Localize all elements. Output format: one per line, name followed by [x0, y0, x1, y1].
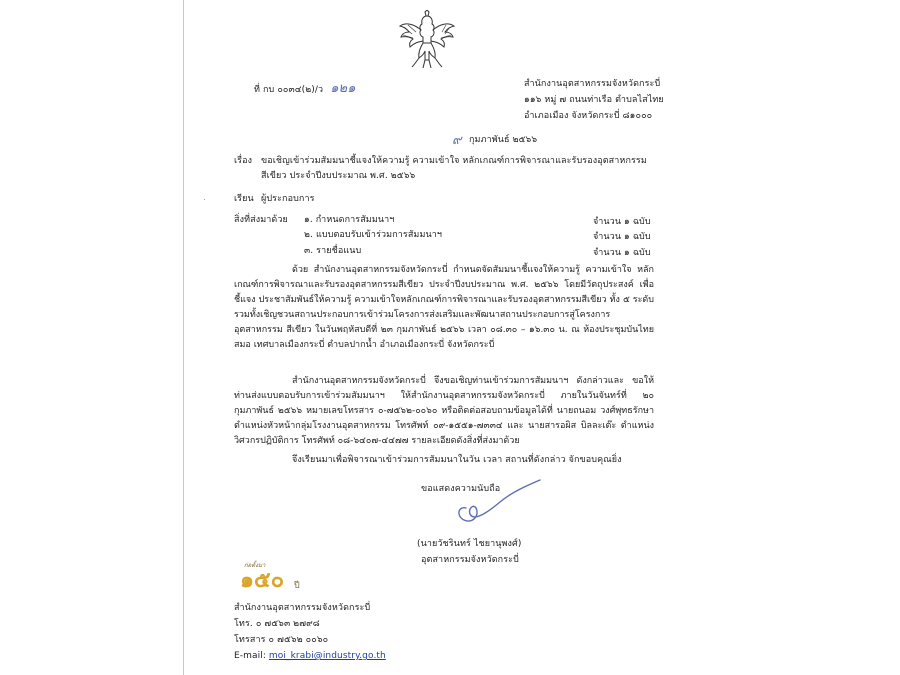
anniversary-number: ๑๕๐: [240, 567, 285, 593]
signer-name: (นายวัชรินทร์ ไชยานุพงศ์): [417, 539, 522, 549]
subject-line: สีเขียว ประจำปีงบประมาณ พ.ศ. ๒๕๖๖: [261, 171, 416, 181]
signature-icon: [446, 478, 546, 526]
salutation: ผู้ประกอบการ: [261, 194, 315, 204]
body-paragraph-1-text: ด้วย สำนักงานอุตสาหกรรมจังหวัดกระบี่ กำหนดจัดสัมมนาชี้แจงให้ความรู้ ความเข้าใจ หลักเกณฑ์การพิจารณาและรับรองอุตสาหกรรมสีเขียว ประจำปีงบประมาณ พ.ศ. ๒๕๖๖ โดยมีวัตถุประสงค์ เพื่อชี้แจง ประชาสัมพันธ์ให้ความรู้ ความเข้าใจหลักเกณฑ์การพิจารณาและรับรองอุตสาหกรรมสีเขียว ทั้ง ๕ ระดับ รวมทั้งเชิญชวนสถานประกอบการเข้าร่วมโครงการส่งเสริมและพัฒนาสถานประกอบการสู่โครงการอุตสาหกรรม สีเขียว ในวันพฤหัสบดีที่ ๒๓ กุมภาพันธ์ ๒๕๖๖ เวลา ๐๘.๓๐ – ๑๖.๓๐ น. ณ ห้องประชุมบันไทยสมอ เทศบาลเมืองกระบี่ ตำบลปากน้ำ อำเภอเมืองกระบี่ จังหวัดกระบี่: [234, 265, 654, 350]
footer-email: [234, 650, 386, 662]
anniversary-top: ก่อตั้งมา: [244, 562, 266, 569]
anniversary-unit: ปี: [294, 581, 300, 591]
reference-number-printed: ที่ กบ ๐๐๓๔(๒)/ว: [254, 85, 324, 95]
footer-fax: โทรสาร ๐ ๗๕๖๒ ๐๐๖๐: [234, 635, 329, 645]
enclosure-qty: จำนวน ๑ ฉบับ: [593, 248, 651, 258]
footer-tel: โทร. ๐ ๗๕๖๓ ๒๗๙๘: [234, 619, 320, 629]
signer-title: อุตสาหกรรมจังหวัดกระบี่: [421, 555, 519, 565]
sender-line: ๑๑๖ หมู่ ๗ ถนนท่าเรือ ตำบลไสไทย: [524, 95, 664, 105]
enclosure-item: ๑. กำหนดการสัมมนาฯ: [304, 215, 395, 225]
body-paragraph-2-text: สำนักงานอุตสาหกรรมจังหวัดกระบี่ จึงขอเชิญท่านเข้าร่วมการสัมมนาฯ ดังกล่าวและ ขอให้ท่านส่งแบบตอบรับการเข้าร่วมสัมมนาฯ ให้สำนักงานอุตสาหกรรมจังหวัดกระบี่ ภายในวันจันทร์ที่ ๒๐ กุมภาพันธ์ ๒๕๖๖ หมายเลขโทรสาร ๐-๗๕๖๒-๐๐๖๐ หรือติดต่อสอบถามข้อมูลได้ที่ นายถนอม วงศ์พุทธรักษา ตำแหน่งหัวหน้ากลุ่มโรงงานอุตสาหกรรม โทรศัพท์ ๐๙-๑๕๕๑-๗๓๓๔ และ นายสารอผิส บิลละเต๊ะ ตำแหน่งวิศวกรปฏิบัติการ โทรศัพท์ ๐๘-๖๔๐๗-๔๔๗๗ รายละเอียดดังสิ่งที่ส่งมาด้วย: [234, 376, 654, 446]
date-day-handwritten: ๙: [452, 133, 462, 148]
footer-email-link[interactable]: moi_krabi@industry.go.th: [268, 651, 386, 661]
enclosure-item: ๓. รายชื่อแนบ: [304, 246, 362, 256]
subject-line: ขอเชิญเข้าร่วมสัมมนาชี้แจงให้ความรู้ ความเข้าใจ หลักเกณฑ์การพิจารณาและรับรองอุตสาหกรรม: [261, 156, 647, 166]
footer-office: สำนักงานอุตสาหกรรมจังหวัดกระบี่: [234, 603, 371, 613]
garuda-emblem-icon: [398, 10, 456, 70]
reference-number-handwritten: ๑๒๑: [330, 81, 356, 96]
official-letter: [184, 0, 900, 675]
enclosure-qty: จำนวน ๑ ฉบับ: [593, 232, 651, 242]
anniversary-logo: [236, 560, 316, 596]
enclosure-label: สิ่งที่ส่งมาด้วย: [234, 215, 288, 225]
date-month-year: กุมภาพันธ์ ๒๕๖๖: [469, 135, 538, 145]
footer-email-label: E-mail:: [234, 651, 266, 661]
sender-line: อำเภอเมือง จังหวัดกระบี่ ๘๑๐๐๐: [524, 111, 653, 121]
body-paragraph-2: [234, 374, 654, 449]
salutation-label: เรียน: [234, 194, 254, 204]
enclosure-item: ๒. แบบตอบรับเข้าร่วมการสัมมนาฯ: [304, 230, 443, 240]
enclosure-qty: จำนวน ๑ ฉบับ: [593, 217, 651, 227]
sender-line: สำนักงานอุตสาหกรรมจังหวัดกระบี่: [524, 79, 661, 89]
closing-line: จึงเรียนมาเพื่อพิจารณาเข้าร่วมการสัมมนาในวัน เวลา สถานที่ดังกล่าว จักขอบคุณยิ่ง: [292, 455, 622, 465]
page-margin-left: [0, 0, 184, 675]
reference-number: [254, 83, 356, 96]
subject-label: เรื่อง: [234, 156, 253, 166]
body-paragraph-1: [234, 263, 654, 353]
regards: ขอแสดงความนับถือ: [421, 484, 501, 494]
